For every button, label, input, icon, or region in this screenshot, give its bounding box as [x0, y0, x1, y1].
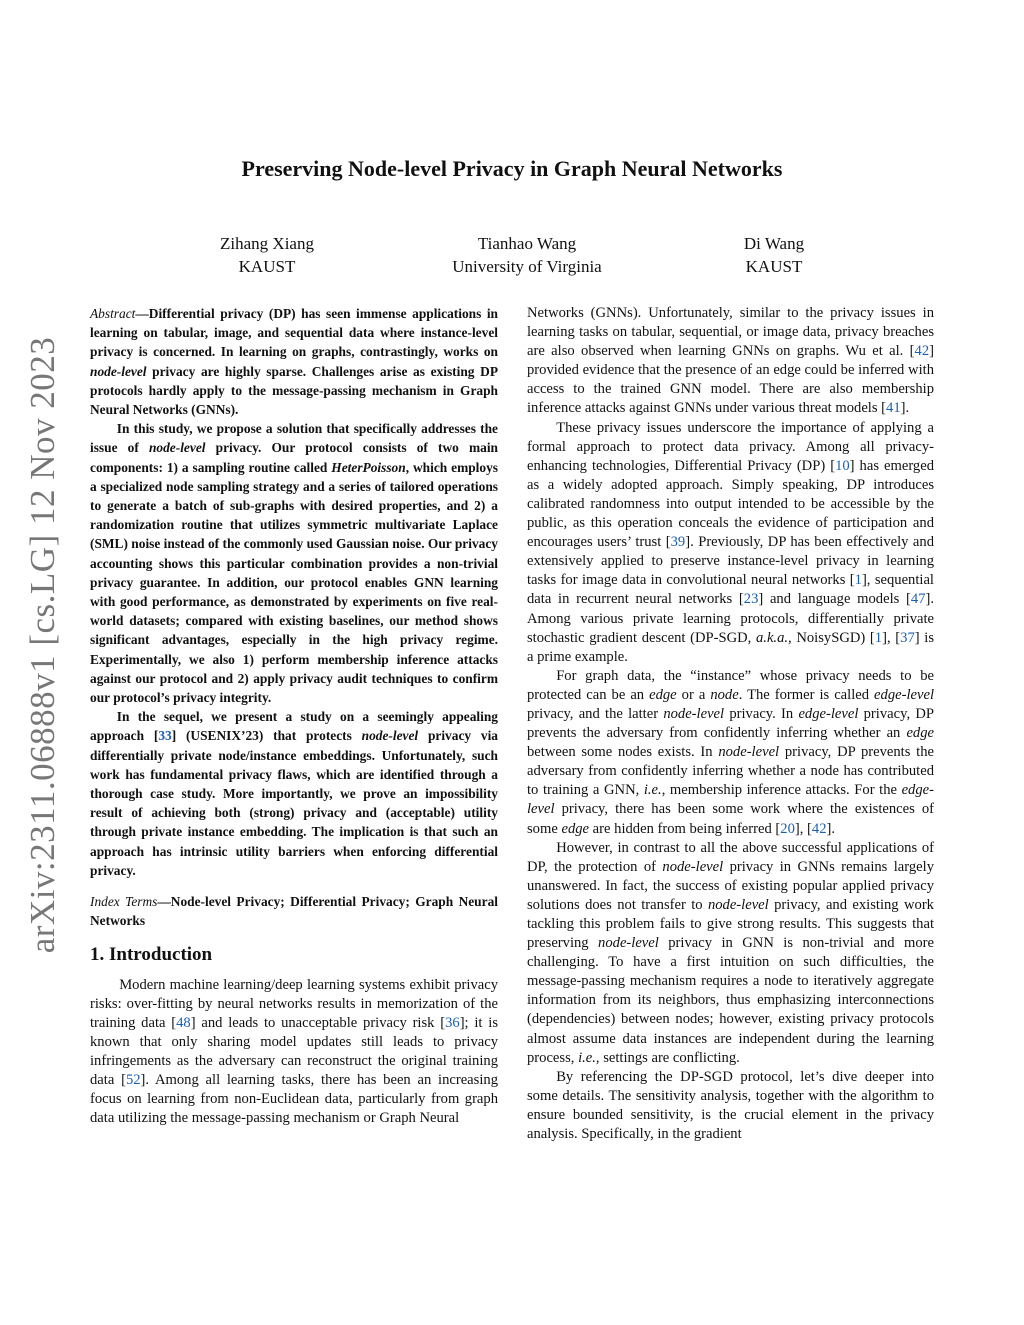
right-paragraph-4: However, in contrast to all the above successful applications of DP, the protection of node-level privacy in GNNs remains largely unanswered. In fact, the success of existing popular applied privacy solutions does not transfer to node-level privacy, and existing work tackling this problem fails to give strong results. This suggests that preserving node-level privacy in GNN is non-trivial and more challenging. To have a first intuition on such difficulties, the message-passing mechanism requires a node to iteratively aggregate information from its neighbors, thus emphasizing interconnections (dependencies) between nodes; however, existing privacy protocols almost assume data instances are independent during the learning process, i.e., settings are conflicting. — [527, 839, 934, 1066]
citation-link[interactable]: 42 — [914, 343, 930, 360]
right-column — [527, 304, 934, 1144]
arxiv-sidebar — [18, 336, 68, 954]
abstract-paragraph-2: In this study, we propose a solution that specifically addresses the issue of node-level privacy. Our protocol consists of two main components: 1) a sampling routine called HeterPoisson, which employs a specialized node sampling strategy and a series of tailored operations to generate a batch of sub-graphs with desired properties, and 2) a randomization routine that utilizes symmetric multivariate Laplace (SML) noise instead of the commonly used Gaussian noise. Our privacy accounting shows this particular combination provides a non-trivial privacy guarantee. In addition, our protocol enables GNN learning with good performance, as demonstrated by experiments on five real-world datasets; compared with existing baselines, our method shows significant advantages, especially in the high privacy regime. Experimentally, we also 1) perform membership inference attacks against our protocol and 2) apply privacy audit techniques to confirm our protocol’s privacy integrity. — [90, 421, 499, 706]
left-column — [90, 304, 498, 1128]
right-paragraph-5: By referencing the DP-SGD protocol, let’s dive deeper into some details. The sensitivity analysis, together with the algorithm to ensure bounded sensitivity, is the crucial element in the privacy analysis. Specifically, in the gradient — [527, 1068, 934, 1143]
abstract-paragraph-1: Abstract—Differential privacy (DP) has seen immense applications in learning on tabular, image, and sequential data where instance-level privacy is concerned. In learning on graphs, contrastingly, works on node-level privacy are highly sparse. Challenges arise as existing DP protocols hardly apply to the message-passing mechanism in Graph Neural Networks (GNNs). — [90, 306, 498, 418]
author-2 — [397, 232, 657, 278]
citation-link[interactable]: 42 — [811, 820, 827, 837]
intro-paragraph-1: Modern machine learning/deep learning systems exhibit privacy risks: over-fitting by neural networks results in memorization of the training data [48] and leads to unacceptable privacy risk [36]; it is known that only sharing model updates still leads to privacy infringements as the adversary can reconstruct the original training data [52]. Among all learning tasks, there has been an increasing focus on learning from non-Euclidean data, particularly from graph data utilizing the message-passing mechanism or Graph Neural — [90, 976, 498, 1127]
author-name: Tianhao Wang — [477, 234, 577, 253]
citation-link[interactable]: 20 — [780, 820, 795, 837]
right-paragraph-1: Networks (GNNs). Unfortunately, similar to the privacy issues in learning tasks on tabular, sequential, or image data, privacy breaches are also observed when learning GNNs on graphs. Wu et al. [42] provided evidence that the presence of an edge could be inferred with access to the trained GNN model. There are also membership inference attacks against GNNs under various threat models [41]. — [527, 305, 934, 417]
citation-link[interactable]: 41 — [886, 400, 901, 417]
citation-link[interactable]: 1 — [874, 629, 883, 646]
author-affiliation: University of Virginia — [452, 257, 602, 276]
author-3 — [644, 232, 904, 278]
author-affiliation: KAUST — [238, 257, 296, 276]
citation-link[interactable]: 1 — [854, 572, 862, 589]
abstract-label: Abstract — [90, 306, 136, 321]
citation-link[interactable]: 39 — [670, 534, 686, 551]
right-paragraph-2: These privacy issues underscore the importance of applying a formal approach to protect data privacy. Among all privacy-enhancing technologies, Differential Privacy (DP) [10] has emerged as a widely adopted approach. Simply speaking, DP introduces calibrated randomness into output intended to be accessible by the public, as this operation conceals the evidence of participation and encourages users’ trust [39]. Previously, DP has been effectively and extensively applied to preserve instance-level privacy in learning tasks for image data in convolutional neural networks [1], sequential data in recurrent neural networks [23] and language models [47]. Among various private learning protocols, differentially private stochastic gradient descent (DP-SGD, a.k.a., NoisySGD) [1], [37] is a prime example. — [527, 419, 935, 665]
right-paragraph-3: For graph data, the “instance” whose privacy needs to be protected can be an edge or a node. The former is called edge-level privacy, and the latter node-level privacy. In edge-level privacy, DP prevents the adversary from confidently inferring whether an edge between some nodes exists. In node-level privacy, DP prevents the adversary from confidently inferring whether a node has contributed to training a GNN, i.e., membership inference attacks. For the edge-level privacy, there has been some work where the existences of some edge are hidden from being inferred [20], [42]. — [527, 667, 934, 837]
citation-link[interactable]: 36 — [445, 1014, 460, 1031]
citation-link[interactable]: 33 — [158, 728, 172, 744]
intro-body — [90, 976, 498, 1129]
citation-link[interactable]: 37 — [900, 629, 915, 646]
index-terms: Index Terms—Node-level Privacy; Differential Privacy; Graph Neural Networks — [90, 894, 498, 929]
citation-link[interactable]: 47 — [910, 591, 926, 608]
index-terms-label: Index Terms — [90, 894, 158, 910]
arxiv-identifier: arXiv:2311.06888v1 [cs.LG] 12 Nov 2023 — [23, 336, 62, 954]
citation-link[interactable]: 52 — [125, 1072, 141, 1089]
author-1 — [137, 232, 397, 278]
abstract — [90, 304, 498, 880]
author-name: Zihang Xiang — [220, 234, 314, 253]
paper-title: Preserving Node-level Privacy in Graph Neural Networks — [241, 156, 783, 181]
abstract-paragraph-3: In the sequel, we present a study on a seemingly appealing approach [33] (USENIX’23) that protects node-level privacy via differentially private node/instance embeddings. Unfortunately, such work has fundamental privacy flaws, which are identified through a thorough case study. More importantly, we prove an impossibility result of achieving both (strong) privacy and (acceptable) utility through private instance embedding. The implication is that such an approach has intrinsic utility barriers when enforcing differential privacy. — [90, 709, 498, 878]
author-affiliation: KAUST — [745, 257, 803, 276]
section-heading-introduction: 1. Introduction — [90, 943, 213, 965]
citation-link[interactable]: 23 — [743, 591, 759, 608]
citation-link[interactable]: 48 — [176, 1014, 191, 1031]
author-name: Di Wang — [743, 234, 805, 253]
citation-link[interactable]: 10 — [835, 457, 850, 474]
